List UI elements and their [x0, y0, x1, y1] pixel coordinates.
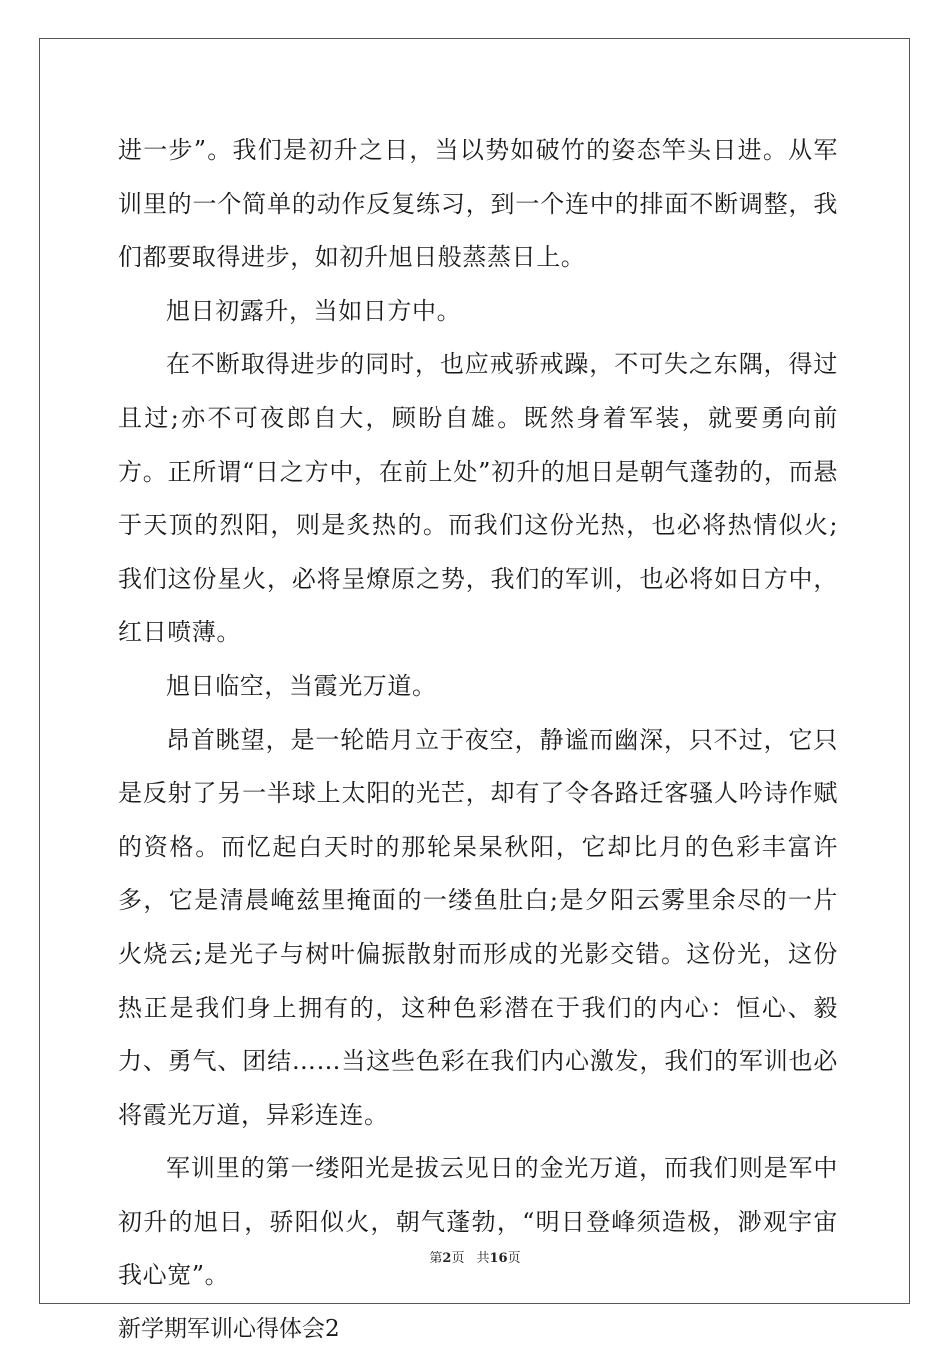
page-current: 2: [442, 1251, 452, 1266]
total-prefix: 共: [476, 1251, 490, 1266]
paragraph-5: 昂首眺望，是一轮皓月立于夜空，静谧而幽深，只不过，它只是反射了另一半球上太阳的光芒，却有了令各路迁客骚人吟诗作赋的资格。而忆起白天时的那轮杲杲秋阳，它却比月的色彩丰富许多，它是清晨崦兹里掩面的一缕鱼肚白;是夕阳云雾里余尽的一片火烧云;是光子与树叶偏振散射而形成的光影交错。这份光，这份热正是我们身上拥有的，这种色彩潜在于我们的内心：恒心、毅力、勇气、团结……当这些色彩在我们内心激发，我们的军训也必将霞光万道，异彩连连。: [118, 725, 838, 1129]
page-footer: [0, 1247, 950, 1266]
page-mid: 页: [451, 1251, 465, 1266]
paragraph-1: 进一步”。我们是初升之日，当以势如破竹的姿态竿头日进。从军训里的一个简单的动作反复练习，到一个连中的排面不断调整，我们都要取得进步，如初升旭日般蒸蒸日上。: [118, 136, 838, 272]
page-total: 16: [489, 1251, 508, 1266]
page-prefix: 第: [429, 1251, 443, 1266]
paragraph-4: 旭日临空，当霞光万道。: [166, 671, 437, 700]
paragraph-6: 军训里的第一缕阳光是拔云见日的金光万道，而我们则是军中初升的旭日，骄阳似火，朝气蓬勃，“明日登峰须造极，渺观宇宙我心宽”。: [118, 1154, 838, 1290]
section-heading: 新学期军训心得体会2: [118, 1316, 340, 1343]
total-suffix: 页: [507, 1251, 521, 1266]
paragraph-3: 在不断取得进步的同时，也应戒骄戒躁，不可失之东隅，得过且过;亦不可夜郎自大，顾盼自雄。既然身着军装，就要勇向前方。正所谓“日之方中，在前上处”初升的旭日是朝气蓬勃的，而悬于天顶的烈阳，则是炙热的。而我们这份光热，也必将热情似火;我们这份星火，必将呈燎原之势，我们的军训，也必将如日方中，红日喷薄。: [118, 350, 838, 647]
document-body: [118, 124, 838, 1357]
paragraph-2: 旭日初露升，当如日方中。: [166, 296, 462, 325]
